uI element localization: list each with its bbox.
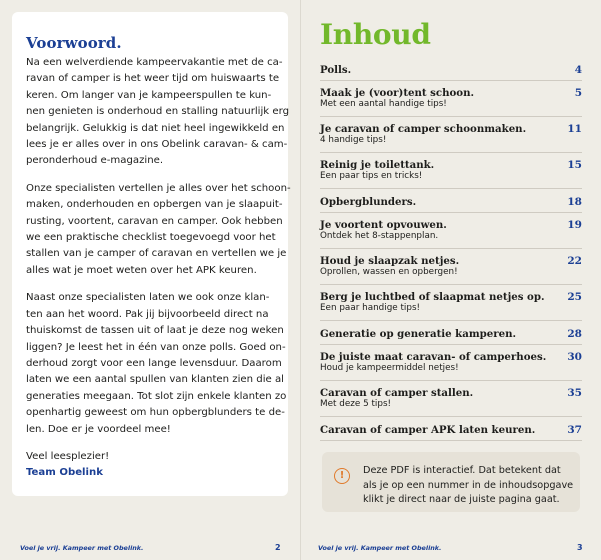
page-number: 3	[577, 543, 583, 552]
text-line: openhartig geweest om hun opbergblunders te de-	[26, 407, 285, 419]
toc-entry-title: Generatie op generatie kamperen.	[320, 328, 517, 340]
text-line: derhoud zorgt voor een lange levensduur. Daarom	[26, 357, 282, 369]
text-line: laten we een aantal spullen van klanten zien die al	[26, 374, 284, 386]
toc-page-number[interactable]: 30	[567, 351, 582, 363]
toc-page-number[interactable]: 11	[567, 123, 582, 135]
toc-page-number[interactable]: 19	[567, 219, 582, 231]
toc-entry-subtitle: Oprollen, wassen en opbergen!	[320, 267, 458, 277]
toc-entry-title: Caravan of camper APK laten keuren.	[320, 424, 536, 436]
notice-line: als je op een nummer in de inhoudsopgave	[363, 479, 574, 491]
text-line: lees je er alles over in ons Obelink caravan- & cam-	[26, 139, 288, 151]
text-line: nen genieten is onderhoud en stalling natuurlijk erg	[26, 106, 290, 118]
text-line: Onze specialisten vertellen je alles over het schoon-	[26, 182, 291, 194]
toc-entry[interactable]	[320, 216, 582, 249]
toc-entry-title: Opbergblunders.	[320, 196, 417, 208]
text-line: peronderhoud e-magazine.	[26, 155, 164, 167]
interactive-notice	[322, 452, 580, 512]
text-line: Na een welverdiende kampeervakantie met de ca-	[26, 57, 283, 68]
foreword-title: Voorwoord.	[26, 34, 122, 52]
toc-entry[interactable]	[320, 84, 582, 117]
toc-entry-title: Polls.	[320, 64, 352, 76]
toc-page-number[interactable]: 35	[567, 387, 582, 399]
toc-entry[interactable]	[320, 288, 582, 321]
sign-off	[26, 449, 278, 482]
table-of-contents	[320, 60, 582, 441]
toc-entry[interactable]	[320, 252, 582, 285]
text-line: Naast onze specialisten laten we ook onze klan-	[26, 292, 270, 304]
toc-page-number[interactable]: 25	[567, 291, 582, 303]
toc-entry-subtitle: 4 handige tips!	[320, 135, 387, 145]
toc-page-number[interactable]: 22	[567, 255, 582, 267]
toc-entry-title: Je caravan of camper schoonmaken.	[320, 123, 527, 135]
text-line: thuiskomst de tassen uit of laat je deze nog weken	[26, 325, 284, 337]
toc-entry-title: Berg je luchtbed of slaapmat netjes op.	[320, 291, 545, 303]
toc-entry[interactable]	[320, 156, 582, 189]
toc-entry-subtitle: Ontdek het 8-stappenplan.	[320, 231, 439, 241]
text-line: stallen van je camper of caravan en vertellen we je	[26, 248, 287, 260]
toc-entry-title: Reinig je toilettank.	[320, 159, 435, 171]
toc-entry-subtitle: Met deze 5 tips!	[320, 399, 392, 409]
text-line: ten aan het woord. Pak jij bijvoorbeeld direct na	[26, 308, 269, 320]
foreword-paragraph	[26, 55, 290, 170]
toc-page-number[interactable]: 28	[567, 328, 582, 340]
text-line: len. Doe er je voordeel mee!	[26, 423, 171, 435]
notice-line: klikt je direct naar de juiste pagina gaat.	[363, 494, 560, 506]
footer-tagline: Voel je vrij. Kampeer met Obelink.	[318, 544, 442, 552]
toc-entry[interactable]	[320, 348, 582, 381]
text-line: rusting, voortent, caravan en camper. Ook hebben	[26, 215, 283, 227]
text-line: keren. Om langer van je kampeerspullen te kun-	[26, 89, 272, 101]
toc-entry-title: Caravan of camper stallen.	[320, 387, 474, 399]
text-line: maken, onderhouden en opbergen van je slaapuit-	[26, 199, 283, 211]
toc-title: Inhoud	[320, 18, 431, 51]
left-page	[0, 0, 300, 560]
notice-line: Deze PDF is interactief. Dat betekent dat	[363, 465, 561, 476]
toc-page-number[interactable]: 4	[574, 64, 582, 76]
foreword-paragraph	[26, 290, 287, 438]
toc-entry-title: Je voortent opvouwen.	[320, 219, 447, 231]
toc-page-number[interactable]: 18	[567, 196, 582, 208]
toc-entry[interactable]	[320, 420, 582, 441]
toc-entry[interactable]	[320, 324, 582, 345]
text-line: liggen? Je leest het in één van onze polls. Goed on-	[26, 341, 286, 353]
toc-page-number[interactable]: 15	[567, 159, 582, 171]
toc-entry[interactable]	[320, 120, 582, 153]
toc-page-number[interactable]: 5	[574, 87, 582, 99]
text-line: ravan of camper is het weer tijd om huiswaarts te	[26, 73, 280, 85]
footer-tagline: Voel je vrij. Kampeer met Obelink.	[20, 544, 144, 552]
toc-entry[interactable]	[320, 192, 582, 213]
toc-entry-subtitle: Een paar tips en tricks!	[320, 171, 423, 181]
toc-entry[interactable]	[320, 60, 582, 81]
closing-text: Veel leesplezier!	[26, 450, 110, 462]
notice-text	[363, 464, 575, 508]
page-number: 2	[275, 543, 281, 552]
text-line: we een praktische checklist toegevoegd voor het	[26, 232, 276, 244]
foreword-paragraph	[26, 181, 291, 279]
signature: Team Obelink	[26, 467, 103, 479]
text-line: alles wat je moet weten over het APK keuren.	[26, 264, 257, 276]
toc-entry-subtitle: Houd je kampeermiddel netjes!	[320, 363, 459, 373]
toc-entry-title: De juiste maat caravan- of camperhoes.	[320, 351, 547, 363]
foreword-card	[12, 12, 291, 496]
toc-entry-title: Maak je (voor)tent schoon.	[320, 87, 475, 99]
toc-entry-subtitle: Een paar handige tips!	[320, 303, 421, 313]
toc-entry-subtitle: Met een aantal handige tips!	[320, 99, 447, 109]
text-line: belangrijk. Gelukkig is dat niet heel ingewikkeld en	[26, 122, 285, 134]
info-icon: !	[334, 468, 350, 484]
toc-page-number[interactable]: 37	[567, 424, 582, 436]
toc-entry-title: Houd je slaapzak netjes.	[320, 255, 460, 267]
text-line: generaties meegaan. Tot slot zijn enkele klanten zo	[26, 390, 287, 402]
toc-entry[interactable]	[320, 384, 582, 417]
